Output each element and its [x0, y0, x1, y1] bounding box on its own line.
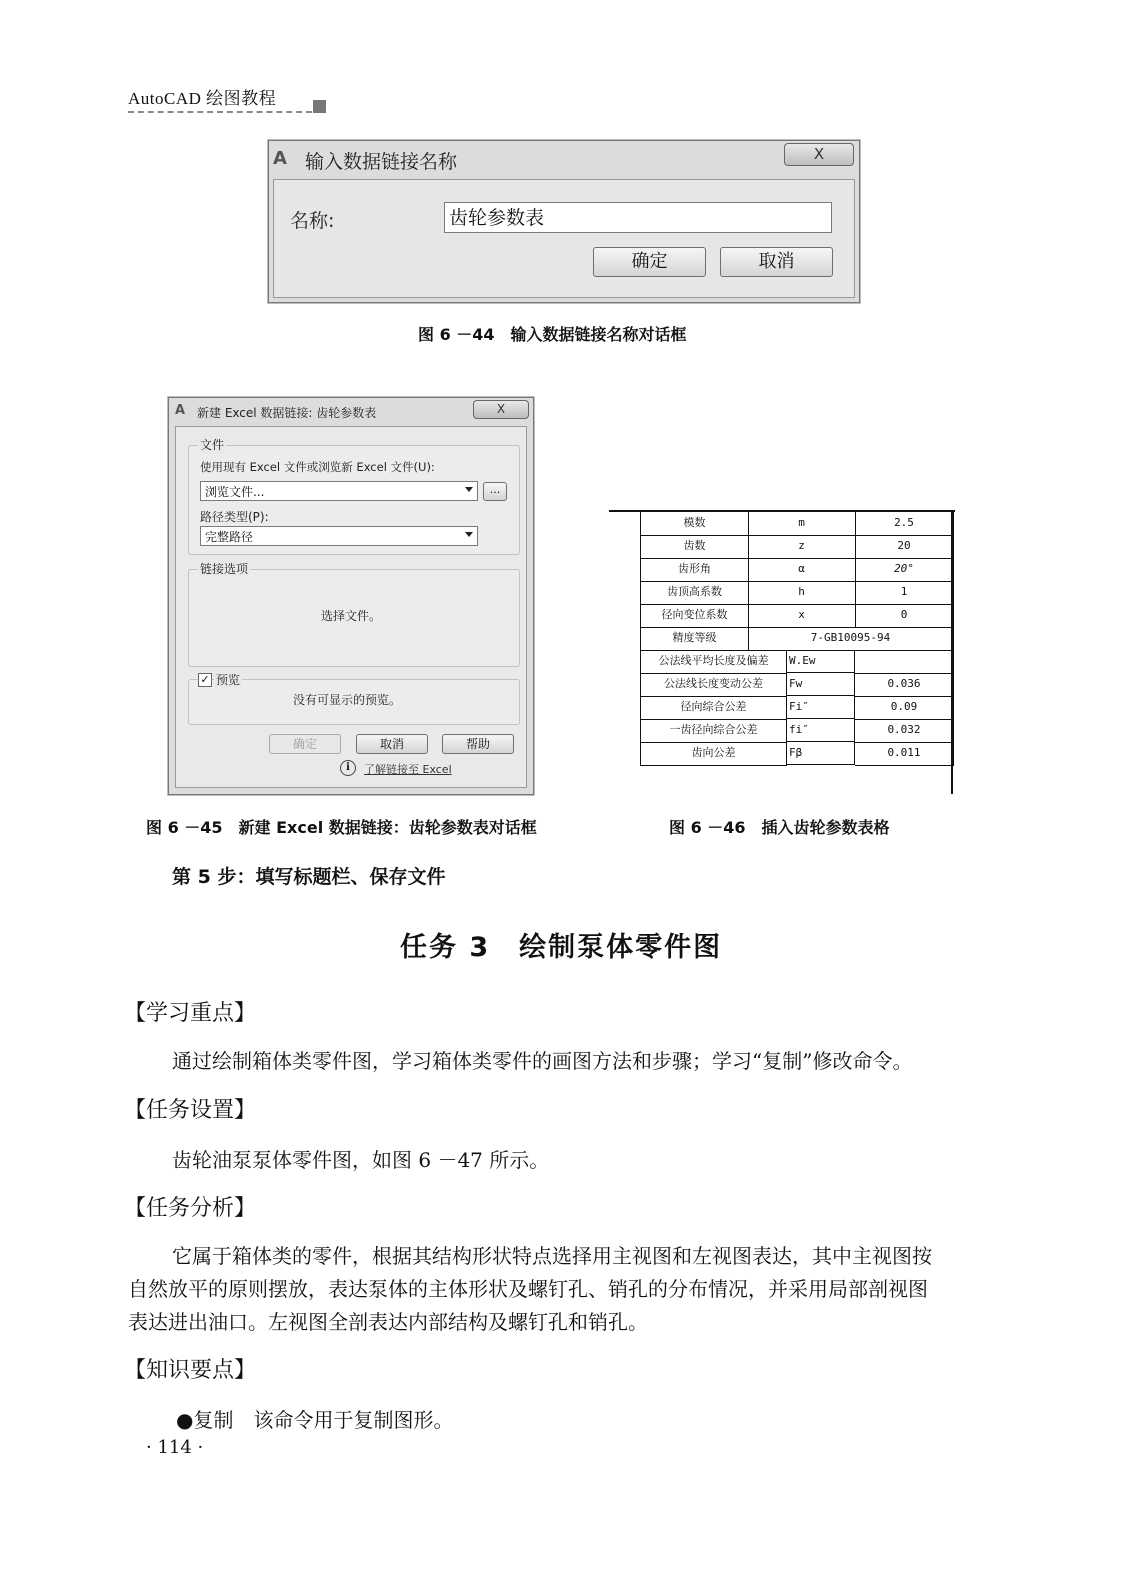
file-group-label: 文件: [200, 438, 225, 452]
close-button[interactable]: X: [784, 143, 854, 166]
table-cell: fi″: [786, 719, 855, 742]
table-cell: 一齿径向综合公差: [641, 719, 787, 743]
table-cell: W.Ew: [786, 650, 855, 673]
paragraph-line: 自然放平的原则摆放，表达泵体的主体形状及螺钉孔、销孔的分布情况，并采用局部剖视图: [128, 1277, 928, 1301]
preview-checkbox[interactable]: ✓: [198, 673, 212, 687]
table-cell: [855, 650, 954, 674]
table-cell: z: [748, 535, 856, 559]
chevron-down-icon: [465, 487, 473, 492]
step-5-heading: 第 5 步：填写标题栏、保存文件: [172, 866, 446, 888]
table-cell: m: [748, 512, 856, 536]
ok-button[interactable]: 确定: [269, 734, 341, 754]
chevron-down-icon: [465, 532, 473, 537]
no-preview-message: 没有可显示的预览。: [293, 693, 402, 707]
name-label: 名称:: [290, 210, 335, 232]
paragraph-line: 表达进出油口。左视图全剖表达内部结构及螺钉孔和销孔。: [128, 1310, 648, 1334]
section-heading: 【学习重点】: [124, 1001, 257, 1026]
table-cell: 径向综合公差: [641, 696, 787, 720]
table-cell: 0.032: [855, 719, 954, 743]
table-cell: 1: [855, 581, 954, 605]
browse-button[interactable]: ...: [483, 482, 507, 501]
paragraph-line: 通过绘制箱体类零件图，学习箱体类零件的画图方法和步骤；学习“复制”修改命令。: [172, 1049, 913, 1073]
table-cell: 20°: [855, 558, 954, 582]
autocad-app-icon: A: [273, 148, 287, 169]
figure-caption-6-44: 图 6 －44 输入数据链接名称对话框: [418, 325, 687, 344]
table-cell: Fw: [786, 673, 855, 696]
name-input[interactable]: 齿轮参数表: [444, 202, 832, 233]
browse-file-combo[interactable]: [200, 481, 478, 501]
ok-button[interactable]: 确定: [593, 247, 706, 277]
link-options-label: 链接选项: [200, 562, 249, 576]
autocad-app-icon: A: [175, 403, 186, 418]
table-cell: 0.036: [855, 673, 954, 697]
dialog-body: [175, 426, 527, 788]
file-prompt: 使用现有 Excel 文件或浏览新 Excel 文件(U):: [200, 460, 435, 474]
info-icon: i: [340, 760, 356, 776]
section-heading: 【任务设置】: [124, 1098, 257, 1123]
path-type-value: 完整路径: [205, 530, 254, 544]
page-number: · 114 ·: [146, 1437, 204, 1458]
dialog-title: 新建 Excel 数据链接: 齿轮参数表: [197, 406, 377, 420]
header-square: [313, 100, 326, 113]
dialog-data-link-name: [268, 140, 860, 303]
table-cell: h: [748, 581, 856, 605]
section-heading: 【任务分析】: [124, 1196, 257, 1221]
table-cell: 齿向公差: [641, 742, 787, 766]
path-type-label: 路径类型(P):: [200, 510, 269, 524]
gear-parameter-table-figure: [609, 510, 955, 794]
dialog-new-excel-link: [168, 397, 534, 795]
select-file-message: 选择文件。: [321, 609, 382, 623]
close-button[interactable]: X: [473, 400, 529, 419]
cancel-button[interactable]: 取消: [356, 734, 428, 754]
browse-file-value: 浏览文件...: [205, 485, 265, 499]
learn-link[interactable]: 了解链接至 Excel: [364, 763, 452, 776]
cancel-button[interactable]: 取消: [720, 247, 833, 277]
table-cell: Fi″: [786, 696, 855, 719]
table-cell: α: [748, 558, 856, 582]
table-cell: 公法线长度变动公差: [641, 673, 787, 697]
table-cell: 2.5: [855, 512, 954, 536]
bullet-item: ●复制 该命令用于复制图形。: [176, 1408, 454, 1432]
table-cell: 7-GB10095-94: [748, 627, 954, 651]
dialog-body: [273, 179, 855, 298]
table-cell: 径向变位系数: [641, 604, 749, 628]
table-cell: 齿数: [641, 535, 749, 559]
table-cell: 模数: [641, 512, 749, 536]
path-type-combo[interactable]: [200, 526, 478, 546]
section-heading: 【知识要点】: [124, 1358, 257, 1383]
paragraph-line: 齿轮油泵泵体零件图，如图 6 －47 所示。: [172, 1148, 550, 1172]
dialog-title: 输入数据链接名称: [305, 151, 458, 173]
table-cell: 20: [855, 535, 954, 559]
preview-label: 预览: [216, 673, 241, 687]
table-cell: 齿形角: [641, 558, 749, 582]
help-button[interactable]: 帮助: [442, 734, 514, 754]
figure-caption-6-46: 图 6 －46 插入齿轮参数表格: [669, 818, 890, 837]
paragraph-line: 它属于箱体类的零件，根据其结构形状特点选择用主视图和左视图表达，其中主视图按: [172, 1244, 932, 1268]
table-cell: 公法线平均长度及偏差: [641, 650, 787, 674]
task-title: 任务 3 绘制泵体零件图: [400, 932, 723, 963]
table-cell: 齿顶高系数: [641, 581, 749, 605]
running-header: AutoCAD 绘图教程: [128, 89, 277, 108]
table-cell: 0.09: [855, 696, 954, 720]
table-cell: Fβ: [786, 742, 855, 765]
header-rule: [128, 111, 312, 113]
figure-caption-6-45: 图 6 －45 新建 Excel 数据链接：齿轮参数表对话框: [146, 818, 537, 837]
table-cell: 0.011: [855, 742, 954, 766]
table-cell: 精度等级: [641, 627, 749, 651]
table-cell: x: [748, 604, 856, 628]
table-cell: 0: [855, 604, 954, 628]
gear-parameter-table: [640, 512, 953, 766]
